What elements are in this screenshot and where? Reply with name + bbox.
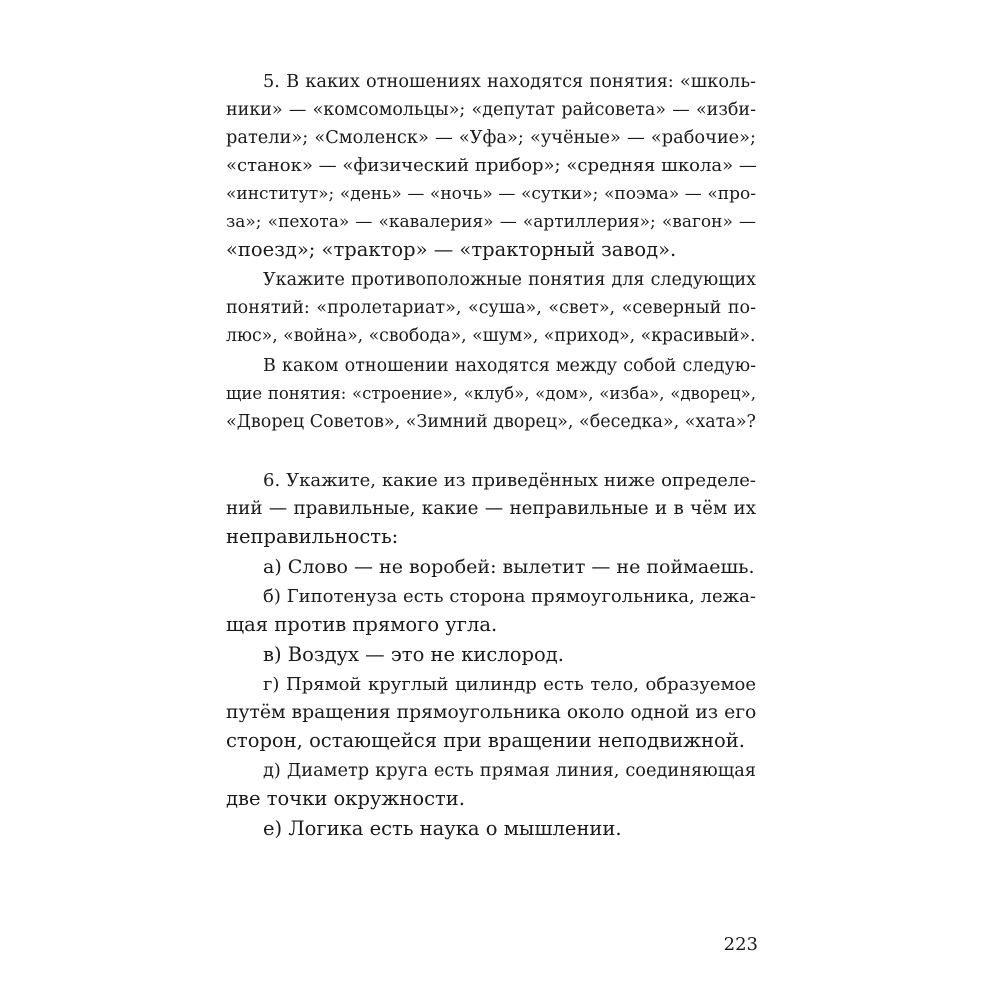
definition-g: путём вращения прямоугольника около одной из его [226,702,757,723]
definition-b: щая против прямого угла. [226,613,498,636]
exercise-5-line: ратели»; «Смоленск» — «Уфа»; «учёные» — «рабочие»; [226,128,756,148]
relations-task-line: щие понятия: «строение», «клуб», «дом», «изба», «дворец», [226,384,756,403]
relations-task-line: В каком отношении находятся между собой следую- [263,356,756,376]
exercise-5-line: «станок» — «физический прибор»; «средняя школа» — [226,155,757,176]
exercise-5-line: ники» — «комсомольцы»; «депутат райсовета» — «изби- [226,100,756,120]
definition-g: сторон, остающейся при вращении неподвижной. [226,729,745,752]
exercise-6-line: неправильность: [226,525,399,548]
definition-v: в) Воздух — это не кислород. [263,643,564,666]
definition-a: а) Слово — не воробей: вылетит — не поймаешь. [263,556,755,578]
exercise-6-line: ний — правильные, какие — неправильные и в чём их [226,498,756,519]
definition-e: е) Логика есть наука о мышлении. [263,817,622,840]
definition-d: две точки окружности. [226,787,465,810]
exercise-5-line: «институт»; «день» — «ночь» — «сутки»; «поэма» — «про- [226,184,756,204]
exercise-5-line: 5. В каких отношениях находятся понятия: «школь- [263,72,756,92]
opposites-task-line: люс», «война», «свобода», «шум», «приход», «красивый». [226,326,756,346]
relations-task-line: «Дворец Советов», «Зимний дворец», «беседка», «хата»? [226,412,756,432]
exercise-5-line: за»; «пехота» — «кавалерия» — «артиллерия»; «вагон» — [226,212,756,232]
exercise-6-line: 6. Укажите, какие из приведённых ниже определе- [263,470,756,491]
definition-b: б) Гипотенуза есть сторона прямоугольника, лежа- [263,586,756,607]
exercise-5-line: «поезд»; «трактор» — «тракторный завод». [226,238,677,261]
definition-g: г) Прямой круглый цилиндр есть тело, образуемое [263,674,756,695]
page-number: 223 [723,934,758,955]
opposites-task-line: Укажите противоположные понятия для следующих [263,270,756,290]
definition-d: д) Диаметр круга есть прямая линия, соединяющая [263,761,756,781]
opposites-task-line: понятий: «пролетариат», «суша», «свет», «северный по- [226,298,756,318]
